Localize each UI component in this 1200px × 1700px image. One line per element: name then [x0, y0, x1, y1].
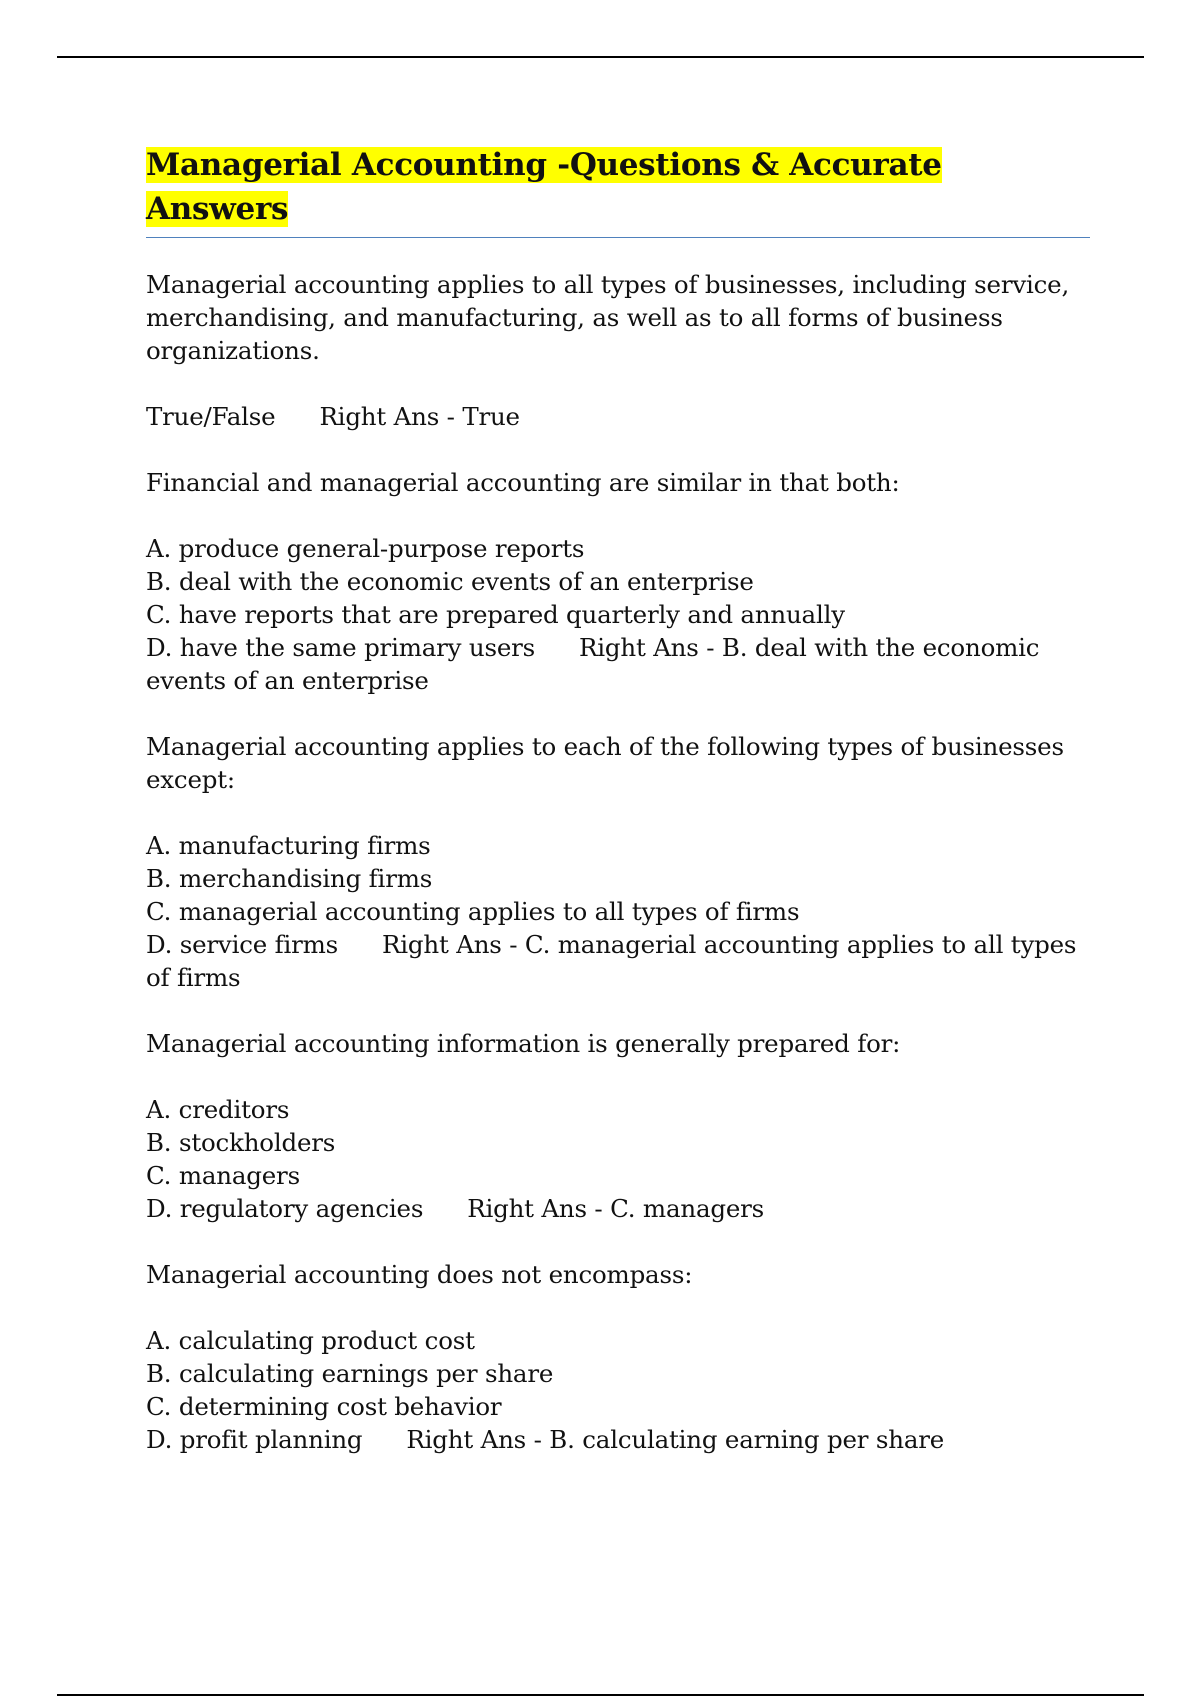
question-1-prompt: Financial and managerial accounting are similar in that both:	[146, 468, 900, 497]
intro-question: Managerial accounting applies to all types of businesses, including service, merchandising, and manufacturing, as well as to all forms of business organizations.	[146, 270, 1070, 365]
question-1-options	[146, 532, 1090, 697]
question-3-option-c: C. managers	[146, 1161, 300, 1190]
question-4-prompt: Managerial accounting does not encompass:	[146, 1260, 693, 1289]
question-4-option-b: B. calculating earnings per share	[146, 1359, 554, 1388]
intro-answer: Right Ans - True	[319, 402, 520, 431]
document-page	[146, 143, 1090, 1456]
intro-type-label: True/False	[146, 402, 276, 431]
question-2-option-b: B. merchandising firms	[146, 864, 433, 893]
question-4-options	[146, 1324, 1090, 1456]
question-1-option-a: A. produce general-purpose reports	[146, 534, 585, 563]
bottom-page-rule	[57, 1694, 1144, 1696]
question-3-option-d: D. regulatory agencies	[146, 1194, 424, 1223]
question-3-prompt: Managerial accounting information is generally prepared for:	[146, 1029, 901, 1058]
question-4-option-d: D. profit planning	[146, 1425, 363, 1454]
question-1-option-b: B. deal with the economic events of an enterprise	[146, 567, 754, 596]
question-4-option-a: A. calculating product cost	[146, 1326, 475, 1355]
top-page-rule	[57, 56, 1144, 58]
question-3-option-b: B. stockholders	[146, 1128, 336, 1157]
question-1-option-d: D. have the same primary users	[146, 633, 536, 662]
question-1-option-c: C. have reports that are prepared quarterly and annually	[146, 600, 845, 629]
title-block	[146, 143, 1090, 238]
question-4-answer: Right Ans - B. calculating earning per share	[406, 1425, 945, 1454]
question-2-prompt: Managerial accounting applies to each of the following types of businesses except:	[146, 732, 1064, 794]
question-3-options	[146, 1093, 1090, 1225]
intro-answer-line	[146, 400, 1090, 433]
question-2-option-c: C. managerial accounting applies to all types of firms	[146, 897, 800, 926]
question-2-options	[146, 829, 1090, 994]
question-3-option-a: A. creditors	[146, 1095, 290, 1124]
question-4-option-c: C. determining cost behavior	[146, 1392, 502, 1421]
question-1-answer: Right Ans - B. deal with the economic events of an enterprise	[146, 633, 1040, 695]
question-2-option-d: D. service firms	[146, 930, 339, 959]
question-2-answer: Right Ans - C. managerial accounting applies to all types of firms	[146, 930, 1077, 992]
question-3-answer: Right Ans - C. managers	[467, 1194, 765, 1223]
question-2-option-a: A. manufacturing firms	[146, 831, 431, 860]
document-title: Managerial Accounting -Questions & Accurate Answers	[146, 147, 942, 227]
